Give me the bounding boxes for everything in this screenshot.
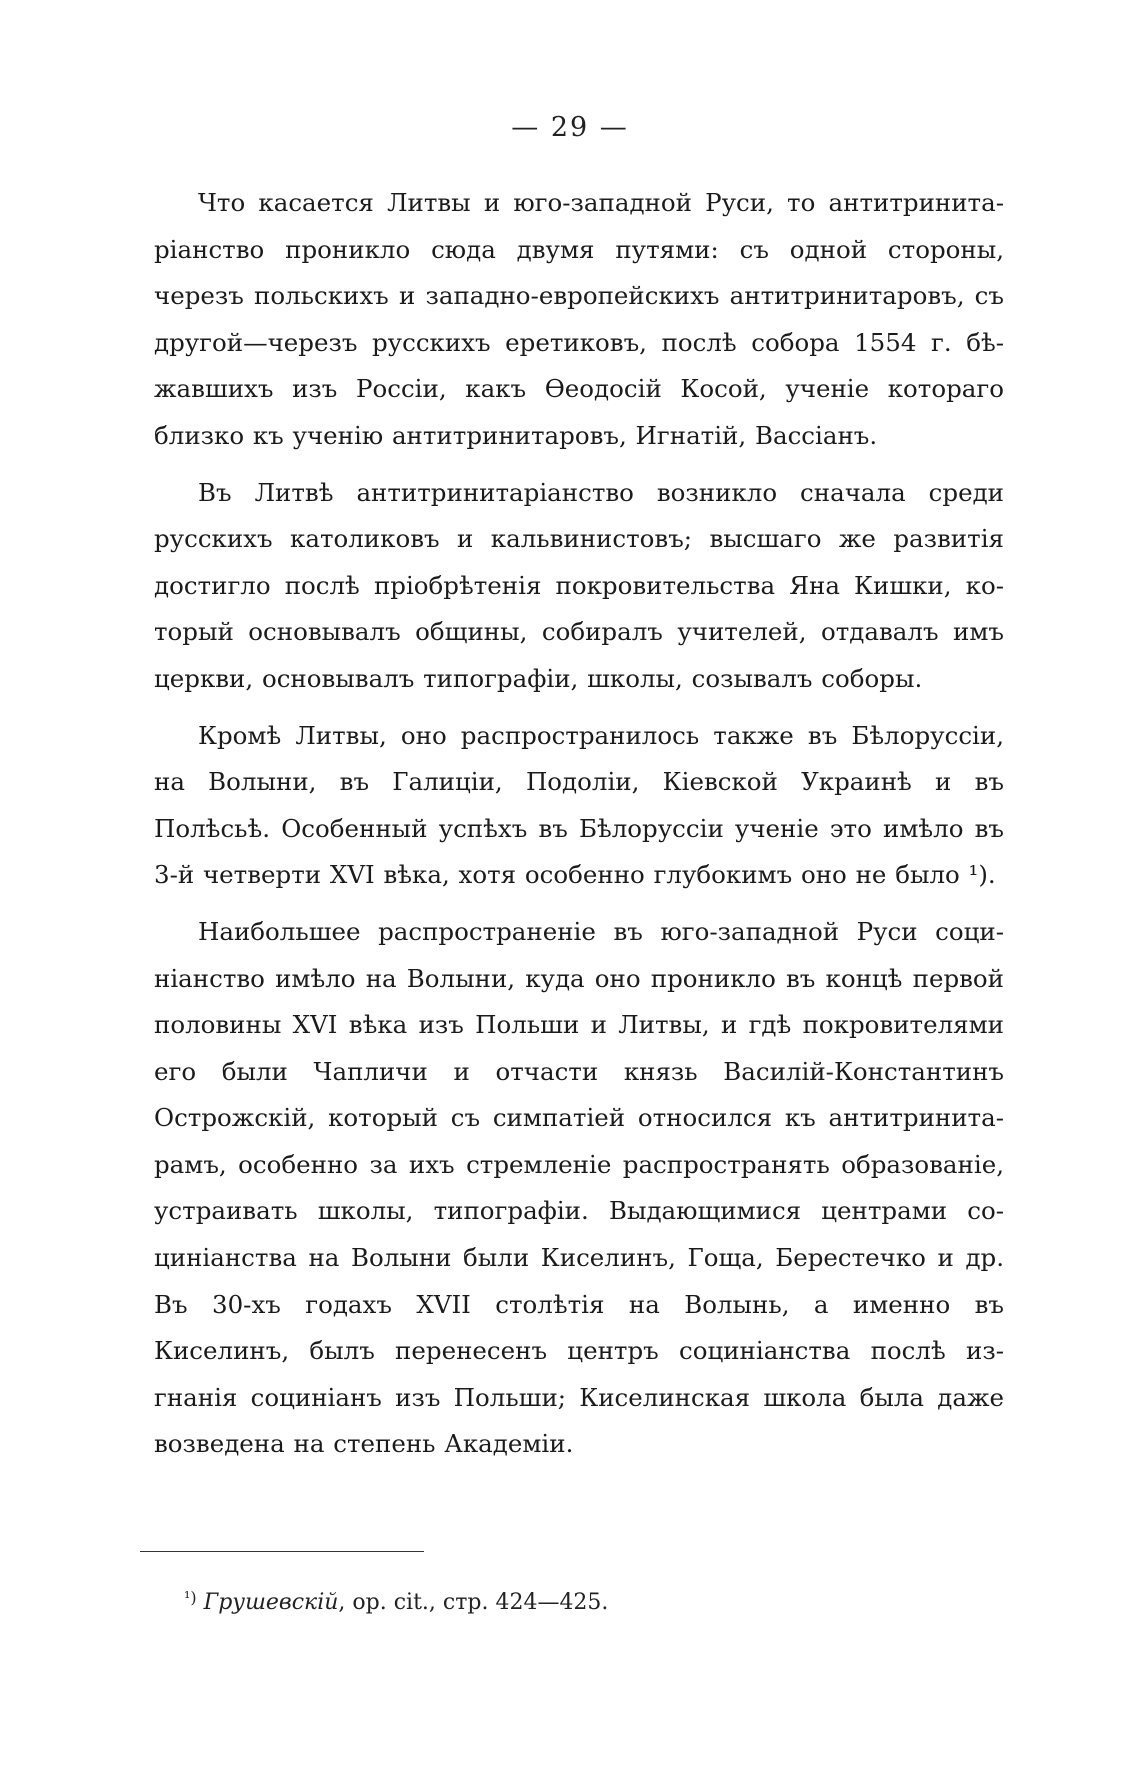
footnote-author: Грушевскій (203, 1590, 339, 1615)
footnote-marker: ¹) (184, 1588, 197, 1607)
footnote-citation: , op. cit., стр. 424—425. (338, 1590, 609, 1615)
footnote (184, 1582, 608, 1619)
paragraph-spread-regions: Кромѣ Литвы, оно распространилось также въ Бѣлоруссіи, на Волыни, въ Галиціи, Подоліи, Кіевской Украинѣ и въ Полѣсьѣ. Особенный успѣхъ въ Бѣлоруссіи ученіе это имѣло въ 3-й четверти XVI вѣка, хотя особенно глубокимъ оно не было ¹). (154, 720, 1004, 890)
paragraph-antitrinitarianism-origin: Въ Литвѣ антитринитаріанство возникло сначала среди русскихъ католиковъ и кальвинистовъ; высшаго же развитія достигло послѣ пріобрѣтенія покровительства Яна Кишки, который основывалъ общины, собиралъ учителей, отдавалъ имъ церкви, основывалъ типографіи, школы, созывалъ соборы. (154, 477, 1004, 693)
page-number: — 29 — (511, 112, 629, 143)
paragraph-volhynia-socinianism: Наибольшее распространеніе въ юго-западной Руси социніанство имѣло на Волыни, куда оно проникло въ концѣ первой половины XVI вѣка изъ Польши и Литвы, и гдѣ покровителями его были Чапличи и отчасти князь Василій-Константинъ Острожскій, который съ симпатіей относился къ антитринитарамъ, особенно за ихъ стремленіе распространять образованіе, устраивать школы, типографіи. Выдающимися центрами социніанства на Волыни были Киселинъ, Гоща, Берестечко и др. Въ 30-хъ годахъ XVII столѣтія на Волынь, а именно въ Киселинъ, былъ перенесенъ центръ социніанства послѣ изгнанія социніанъ изъ Польши; Киселинская школа была даже возведена на степень Академіи. (154, 916, 1004, 1459)
paragraph-lithuania: Что касается Литвы и юго-западной Руси, то антитринитаріанство проникло сюда двумя путями: съ одной стороны, черезъ польскихъ и западно-европейскихъ антитринитаровъ, съ другой—черезъ русскихъ еретиковъ, послѣ собора 1554 г. бѣжавшихъ изъ Россіи, какъ Ѳеодосій Косой, ученіе котораго близко къ ученію антитринитаровъ, Игнатій, Вассіанъ. (154, 188, 1004, 450)
body-text (154, 180, 1004, 1478)
footnote-divider (140, 1551, 424, 1552)
